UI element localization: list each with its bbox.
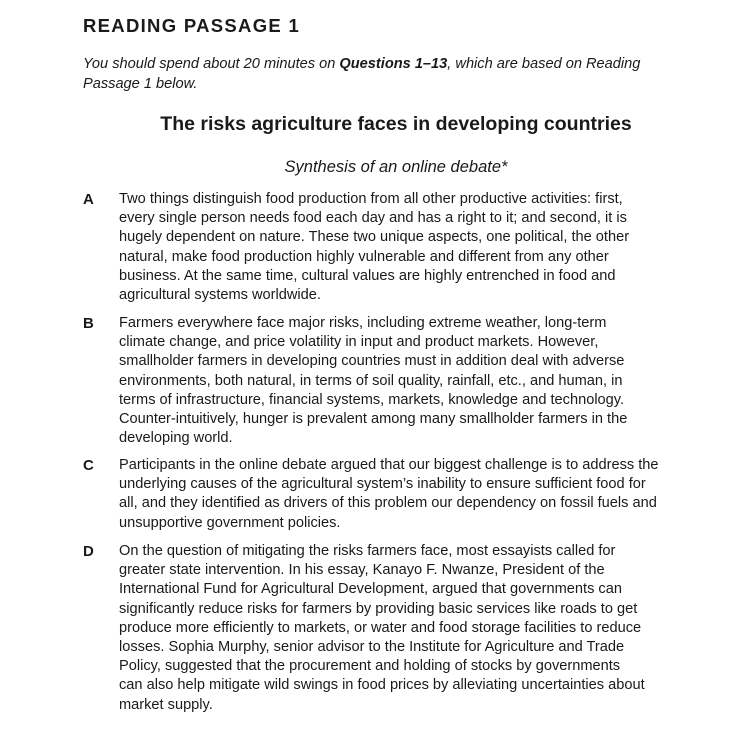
paragraph-line: smallholder farmers in developing countries must in addition deal with adverse	[119, 353, 625, 370]
instructions-line2: Passage 1 below.	[83, 76, 198, 92]
paragraph-line: underlying causes of the agricultural system’s inability to ensure sufficient food for	[119, 476, 646, 493]
instructions-prefix: You should spend about 20 minutes on	[83, 56, 340, 72]
paragraph-line: Two things distinguish food production from all other productive activities: first,	[119, 191, 623, 207]
paragraph-line: Farmers everywhere face major risks, including extreme weather, long-term	[119, 315, 607, 331]
paragraph-letter: C	[83, 457, 94, 474]
paragraph-letter: B	[83, 315, 94, 332]
article-title: The risks agriculture faces in developing countries	[160, 113, 632, 135]
paragraph-line: market supply.	[119, 696, 213, 713]
instructions-questions: Questions 1–13	[339, 56, 448, 72]
paragraph-line: unsupportive government policies.	[119, 514, 341, 531]
paragraph-line: On the question of mitigating the risks farmers face, most essayists called for	[119, 543, 616, 559]
paragraph-line: agricultural systems worldwide.	[119, 287, 321, 304]
paragraph-line: environments, both natural, in terms of soil quality, rainfall, etc., and human, in	[119, 372, 623, 389]
section-heading: READING PASSAGE 1	[83, 15, 301, 36]
paragraph-line: Participants in the online debate argued that our biggest challenge is to address the	[119, 457, 659, 473]
paragraph-line: business. At the same time, cultural values are highly entrenched in food and	[119, 267, 616, 284]
instructions-suffix: , which are based on Reading	[447, 56, 641, 72]
instructions-text	[83, 54, 723, 94]
paragraph-line: Counter-intuitively, hunger is prevalent among many smallholder farmers in the	[119, 411, 628, 428]
paragraph-line: all, and they identified as drivers of this problem our dependency on fossil fuels and	[119, 495, 657, 512]
paragraph-line: every single person needs food each day and has a right to it; and second, it is	[119, 210, 627, 227]
paragraph-letter: D	[83, 543, 94, 560]
paragraph-line: natural, make food production highly vulnerable and different from any other	[119, 248, 609, 265]
article-subtitle: Synthesis of an online debate*	[284, 158, 508, 176]
paragraph-body	[119, 190, 629, 305]
paragraph-body	[119, 456, 659, 533]
paragraph-line: Policy, suggested that the procurement and holding of stocks by governments	[119, 658, 621, 675]
paragraph-line: International Fund for Agricultural Development, argued that governments can	[119, 581, 622, 598]
paragraph-line: climate change, and price volatility in input and product markets. However,	[119, 334, 599, 351]
paragraph-line: greater state intervention. In his essay, Kanayo F. Nwanze, President of the	[119, 562, 605, 579]
paragraph-line: produce more efficiently to markets, or water and food storage facilities to reduce	[119, 619, 642, 636]
paragraph-line: losses. Sophia Murphy, senior advisor to the Institute for Agriculture and Trade	[119, 639, 625, 656]
paragraph-line: developing world.	[119, 430, 233, 447]
paragraph-line: hugely dependent on nature. These two unique aspects, one political, the other	[119, 229, 630, 246]
paragraph-line: significantly reduce risks for farmers by providing basic services like roads to get	[119, 600, 638, 617]
paragraph-line: can also help mitigate wild swings in food prices by alleviating uncertainties about	[119, 677, 645, 694]
paragraph-line: terms of infrastructure, financial systems, markets, knowledge and technology.	[119, 391, 625, 408]
paragraph-body	[119, 542, 645, 715]
paragraph-letter: A	[83, 191, 94, 208]
paragraph-body	[119, 314, 627, 448]
